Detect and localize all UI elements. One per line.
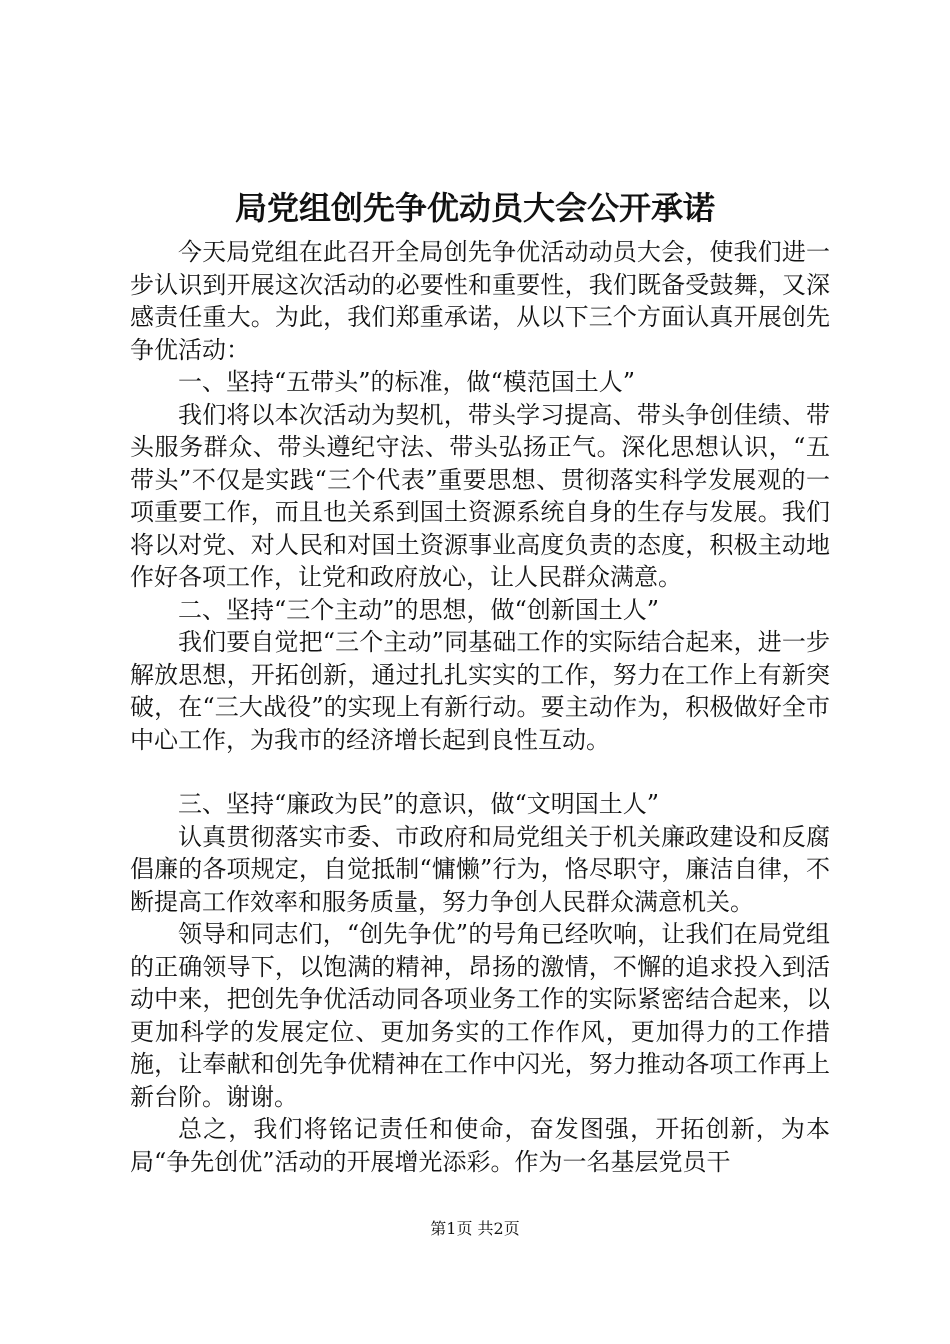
paragraph-intro: 今天局党组在此召开全局创先争优活动动员大会，使我们进一步认识到开展这次活动的必要性和重要性，我们既备受鼓舞，又深感责任重大。为此，我们郑重承诺，从以下三个方面认真开展创先争优活动：	[130, 238, 830, 364]
section-heading-1: 一、坚持“五带头”的标准，做“模范国土人”	[178, 368, 636, 396]
paragraph-section-1: 我们将以本次活动为契机，带头学习提高、带头争创佳绩、带头服务群众、带头遵纪守法、带头弘扬正气。深化思想认识，“五带头”不仅是实践“三个代表”重要思想、贯彻落实科学发展观的一项重要工作，而且也关系到国土资源系统自身的生存与发展。我们将以对党、对人民和对国土资源事业高度负责的态度，积极主动地作好各项工作，让党和政府放心，让人民群众满意。	[130, 400, 830, 591]
paragraph-closing: 领导和同志们，“创先争优”的号角已经吹响，让我们在局党组的正确领导下，以饱满的精神，昂扬的激情，不懈的追求投入到活动中来，把创先争优活动同各项业务工作的实际紧密结合起来，以更加科学的发展定位、更加务实的工作作风，更加得力的工作措施，让奉献和创先争优精神在工作中闪光，努力推动各项工作再上新台阶。谢谢。	[130, 920, 830, 1111]
document-title: 局党组创先争优动员大会公开承诺	[234, 189, 715, 227]
page-footer: 第1页 共2页	[430, 1219, 520, 1238]
section-heading-2: 二、坚持“三个主动”的思想，做“创新国土人”	[178, 595, 660, 624]
document-body	[130, 236, 830, 1178]
paragraph-section-2: 我们要自觉把“三个主动”同基础工作的实际结合起来，进一步解放思想，开拓创新，通过扎扎实实的工作，努力在工作上有新突破，在“三大战役”的实现上有新行动。要主动作为，积极做好全市中心工作，为我市的经济增长起到良性互动。	[130, 628, 830, 754]
paragraph-section-3: 认真贯彻落实市委、市政府和局党组关于机关廉政建设和反腐倡廉的各项规定，自觉抵制“慵懒”行为，恪尽职守，廉洁自律，不断提高工作效率和服务质量，努力争创人民群众满意机关。	[130, 822, 830, 916]
section-heading-3: 三、坚持“廉政为民”的意识，做“文明国土人”	[178, 790, 660, 818]
paragraph-summary: 总之，我们将铭记责任和使命，奋发图强，开拓创新，为本局“争先创优”活动的开展增光添彩。作为一名基层党员干	[130, 1115, 830, 1176]
